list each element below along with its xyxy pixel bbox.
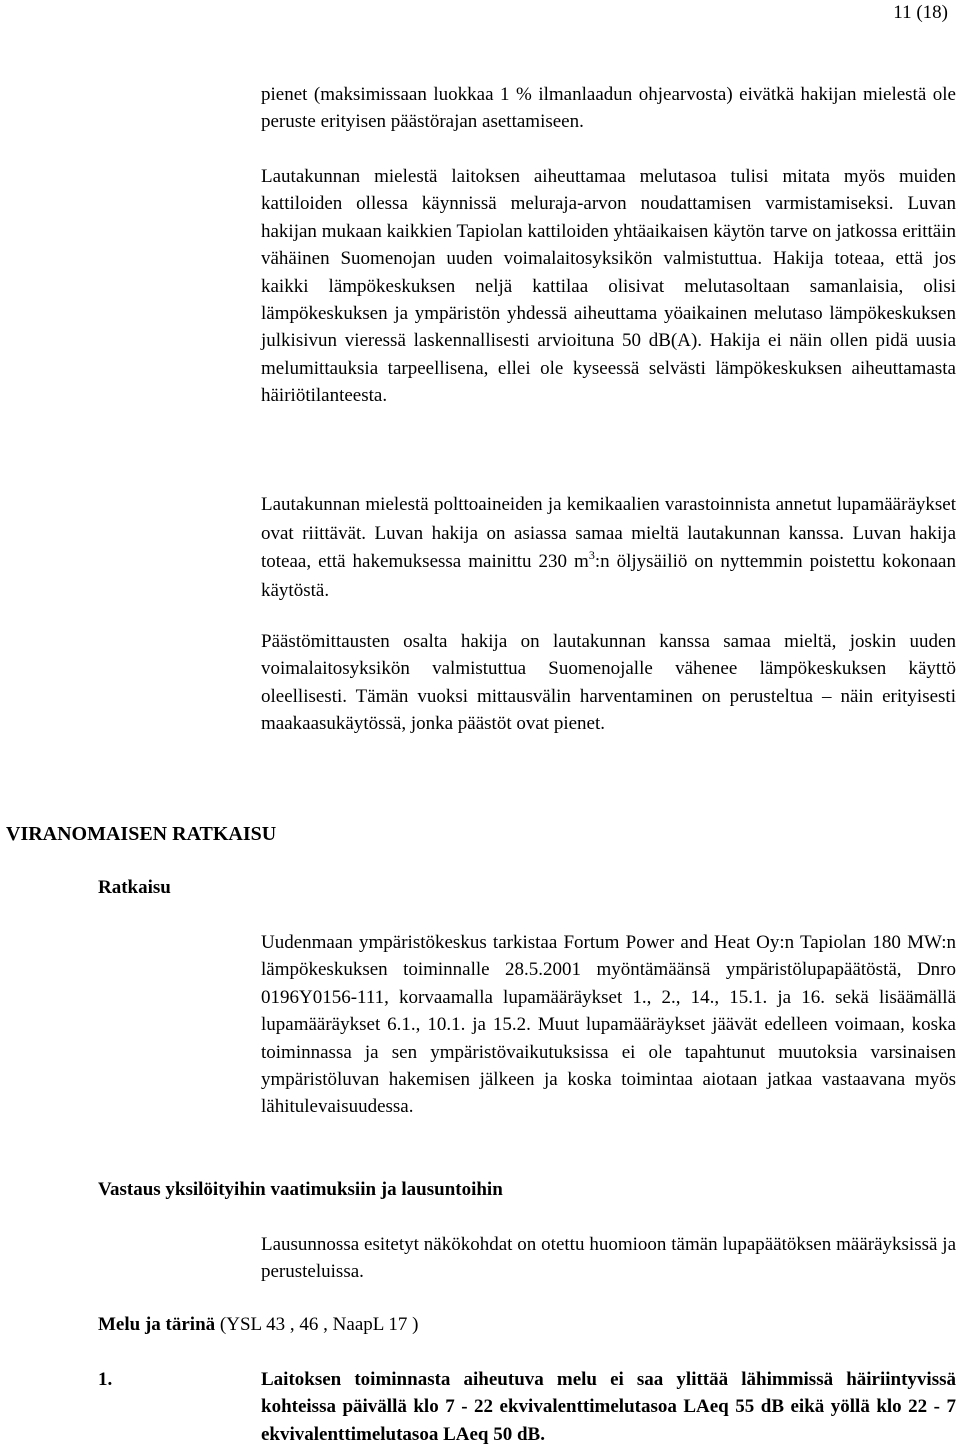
noise-vibration-title: Melu ja tärinä: [98, 1314, 216, 1335]
section-heading-authority-decision: VIRANOMAISEN RATKAISU: [6, 823, 277, 845]
list-item-noise-limit: Laitoksen toiminnasta aiheutuva melu ei saa ylittää lähimmissä häiriintyvissä kohteissa päivällä klo 7 - 22 ekvivalenttimelutasoa LAeq 55 dB eikä yöllä klo 22 - 7 ekvivalenttimelutasoa LAeq 50 dB.: [261, 1369, 956, 1445]
list-item-number: 1.: [98, 1369, 113, 1390]
paragraph-decision: Uudenmaan ympäristökeskus tarkistaa Fortum Power and Heat Oy:n Tapiolan 180 MW:n lämpökeskuksen toiminnalle 28.5.2001 myöntämäänsä ympäristölupapäätöstä, Dnro 0196Y0156-111, korvaamalla lupamääräykset 1., 2., 14., 15.1. ja 16. sekä lisäämällä lupamääräykset 6.1., 10.1. ja 15.2. Muut lupamääräykset jäävät edelleen voimaan, koska toiminnassa ja sen ympäristövaikutuksissa ei ole tapahtunut muutoksia varsinaisen ympäristöluvan hakemisen jälkeen ja koska toimintaa aiotaan jatkaa vastaavana myös lähitulevaisuudessa.: [261, 932, 956, 1118]
noise-vibration-legal-refs: (YSL 43 , 46 , NaapL 17 ): [215, 1314, 419, 1335]
fuel-storage-text-start: Lautakunnan mielestä polttoaineiden ja kemikaalien varastoinnista annetut lupamääräykset ovat riittävät. Luvan hakija on asiassa samaa mieltä lautakunnan kanssa. Luvan hakija toteaa, että hakemuksessa mainittu 230 m: [261, 494, 956, 573]
fuel-storage-text-end: :n öljysäiliö on nyttemmin poistettu kokonaan käytöstä.: [261, 551, 956, 601]
paragraph-emission-monitoring: Päästömittausten osalta hakija on lautakunnan kanssa samaa mieltä, joskin uuden voimalaitosyksikön valmistuttua Suomenojalle vähenee lämpökeskuksen käyttö oleellisesti. Tämän vuoksi mittausvälin harventaminen on perusteltua – näin erityisesti maakaasukäytössä, jonka päästöt ovat pienet.: [261, 631, 956, 735]
subheading-response-to-requests: Vastaus yksilöityihin vaatimuksiin ja lausuntoihin: [98, 1179, 503, 1200]
paragraph-response: Lausunnossa esitetyt näkökohdat on otettu huomioon tämän lupapäätöksen määräyksissä ja perusteluissa.: [261, 1234, 956, 1283]
cubic-superscript: 3: [588, 548, 595, 563]
paragraph-noise-measurement: Lautakunnan mielestä laitoksen aiheuttamaa melutasoa tulisi mitata myös muiden kattiloiden ollessa käynnissä meluraja-arvon noudattamisen varmistamiseksi. Luvan hakijan mukaan kaikkien Tapiolan kattiloiden yhtäaikaisen käytön tarve on jatkossa erittäin vähäinen Suomenojan uuden voimalaitosyksikön valmistuttua. Hakija toteaa, että jos kaikki lämpökeskuksen neljä kattilaa olisivat melutasoltaan samanlaisia, olisi lämpökeskuksen ja ympäristön yhdessä aiheuttama yöaikainen melutaso lämpökeskuksen julkisivun vieressä laskennallisesti arvioituna 50 dB(A). Hakija ei näin ollen pidä uusia melumittauksia tarpeellisena, ellei ole kyseessä selvästi lämpökeskuksen aiheuttamasta häiriötilanteesta.: [261, 166, 956, 407]
page-number: 11 (18): [893, 2, 948, 23]
paragraph-emissions-note: pienet (maksimissaan luokkaa 1 % ilmanlaadun ohjearvosta) eivätkä hakijan mielestä ole peruste erityisen päästörajan asettamiseen.: [261, 84, 956, 133]
paragraph-fuel-storage: [261, 491, 956, 605]
subheading-noise-vibration: [98, 1313, 419, 1337]
subheading-decision: Ratkaisu: [98, 877, 171, 898]
